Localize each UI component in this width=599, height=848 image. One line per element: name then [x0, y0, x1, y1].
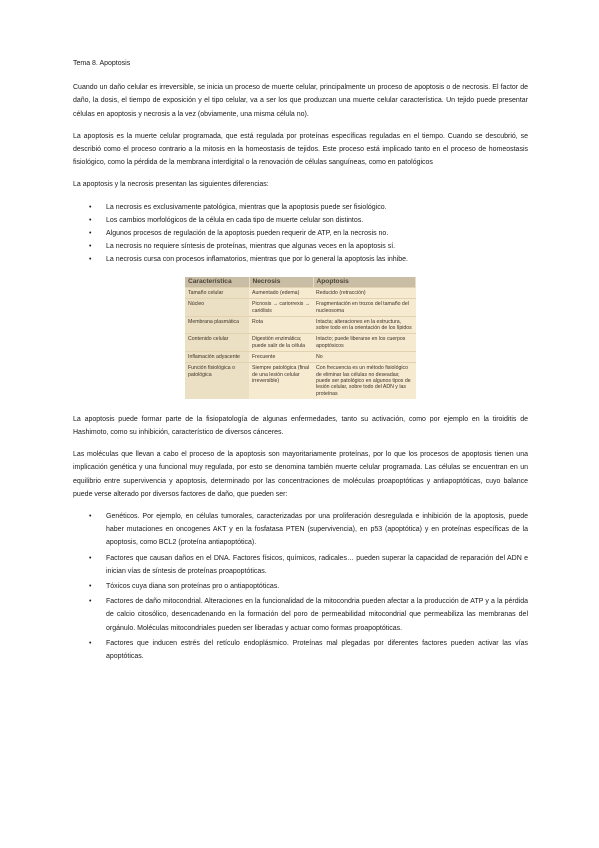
differences-list — [73, 201, 528, 267]
list-item: • La necrosis es exclusivamente patológica, mientras que la apoptosis puede ser fisiológico. — [106, 201, 528, 214]
table-cell: Intacto; puede liberarse en los cuerpos apoptósicos — [313, 334, 416, 352]
table-cell: Siempre patológica (final de una lesión celular irreversible) — [249, 363, 313, 399]
list-item: • La necrosis no requiere síntesis de proteínas, mientras que algunas veces en la apoptosis sí. — [106, 240, 528, 253]
list-item: • Factores de daño mitocondrial. Alteraciones en la funcionalidad de la mitocondria pueden afectar a la producción de ATP y a la pérdida de calcio citosólico, desencadenando en la formación del poro de permeabilidad mitocondrial que permeabiliza las membranas del orgánulo. Moléculas mitocondriales pueden ser liberadas y actuar como formas proapoptóticas. — [106, 595, 528, 635]
list-item: • Factores que inducen estrés del retículo endoplásmico. Proteínas mal plegadas por diferentes factores pueden activar las vías apoptóticas. — [106, 637, 528, 663]
table-row — [185, 334, 416, 352]
table-cell: Tamaño celular — [185, 287, 249, 298]
paragraph-intro: Cuando un daño celular es irreversible, se inicia un proceso de muerte celular, principalmente un proceso de apoptosis o de necrosis. El factor de daño, la dosis, el tiempo de exposición y el tipo celular, va a ser los que produzcan una muerte celular característica. Un tejido puede presentar células en apoptosis y necrosis a la vez (obviamente, una misma célula no). — [73, 84, 528, 118]
table-cell: Intacta; alteraciones en la estructura, sobre todo en la orientación de los lípidos — [313, 316, 416, 334]
table-row — [185, 363, 416, 399]
table-header-row — [185, 277, 416, 288]
table-cell: Inflamación adyacente — [185, 352, 249, 363]
table-cell: Membrana plasmática — [185, 316, 249, 334]
paragraph-pathophysiology: La apoptosis puede formar parte de la fisiopatología de algunas enfermedades, tanto su activación, como por ejemplo en la tiroiditis de Hashimoto, como su inhibición, característico de diversos cánceres. — [73, 415, 528, 436]
table-cell: Picnosis → cariorrexis → cariólisis — [249, 299, 313, 317]
list-item: • La necrosis cursa con procesos inflamatorios, mientras que por lo general la apoptosis las inhibe. — [106, 253, 528, 266]
comparison-table — [185, 277, 416, 399]
table-cell: No — [313, 352, 416, 363]
table-cell: Fragmentación en trozos del tamaño del nucleosoma — [313, 299, 416, 317]
list-item: • Factores que causan daños en el DNA. Factores físicos, químicos, radicales… pueden superar la capacidad de reparación del ADN e inician vías de síntesis de proteínas proapoptóticas. — [106, 552, 528, 578]
list-item: • Tóxicos cuya diana son proteínas pro o antiapoptóticas. — [106, 580, 528, 593]
paragraph-apoptosis-definition: La apoptosis es la muerte celular programada, que está regulada por proteínas específicas reguladas en el tiempo. Cuando se descubrió, se describió como el proceso contrario a la mitosis en la homeostasis de tejidos. Este proceso está implicado tanto en el proceso de homeostasis fisiológico, como la pérdida de la membrana interdigital o la renovación de células sanguíneas, como en patológicos — [73, 132, 528, 167]
paragraph-differences-intro: La apoptosis y la necrosis presentan las siguientes diferencias: — [73, 181, 269, 189]
table-cell: Contenido celular — [185, 334, 249, 352]
table-cell: Digestión enzimática; puede salir de la célula — [249, 334, 313, 352]
list-item: • Genéticos. Por ejemplo, en células tumorales, caracterizadas por una proliferación desregulada e inhibición de la apoptosis, puede haber mutaciones en oncogenes AKT y en la fosfatasa PTEN (supervivencia), en p53 (apoptótica) y en proteínas específicas de la apoptosis, como BCL2 (proteína antiapoptótica). — [106, 510, 528, 550]
table-cell: Núcleo — [185, 299, 249, 317]
document-body — [73, 57, 528, 673]
table-row — [185, 352, 416, 363]
list-item: • Los cambios morfológicos de la célula en cada tipo de muerte celular son distintos. — [106, 214, 528, 227]
table-cell: Frecuente — [249, 352, 313, 363]
paragraph-molecules: Las moléculas que llevan a cabo el proceso de la apoptosis son mayoritariamente proteínas, por lo que los procesos de apoptosis tienen una implicación genética y una funcional muy regulada, por esto se denomina también muerte celular programada. Las células se encuentran en un equilibrio entre supervivencia y apoptosis, determinado por las concentraciones de moléculas proapoptóticas y antiapoptóticas, cuyo balance puede verse alterado por diversos factores de daño, que pueden ser: — [73, 451, 528, 498]
document-title: Tema 8. Apoptosis — [73, 60, 131, 67]
table-header: Característica — [185, 277, 249, 288]
table-cell: Reducido (retracción) — [313, 287, 416, 298]
list-item: • Algunos procesos de regulación de la apoptosis pueden requerir de ATP, en la necrosis no. — [106, 227, 528, 240]
table-row — [185, 316, 416, 334]
table-cell: Con frecuencia es un método fisiológico de eliminar las células no deseadas; puede ser patológico en algunos tipos de lesión celular, sobre todo del ADN y las proteínas — [313, 363, 416, 399]
comparison-figure — [73, 277, 528, 399]
table-cell: Función fisiológica o patológica — [185, 363, 249, 399]
table-row — [185, 287, 416, 298]
table-header: Necrosis — [249, 277, 313, 288]
table-cell: Rota — [249, 316, 313, 334]
table-cell: Aumentado (edema) — [249, 287, 313, 298]
table-row — [185, 299, 416, 317]
damage-factors-list — [73, 510, 528, 663]
table-header: Apoptosis — [313, 277, 416, 288]
